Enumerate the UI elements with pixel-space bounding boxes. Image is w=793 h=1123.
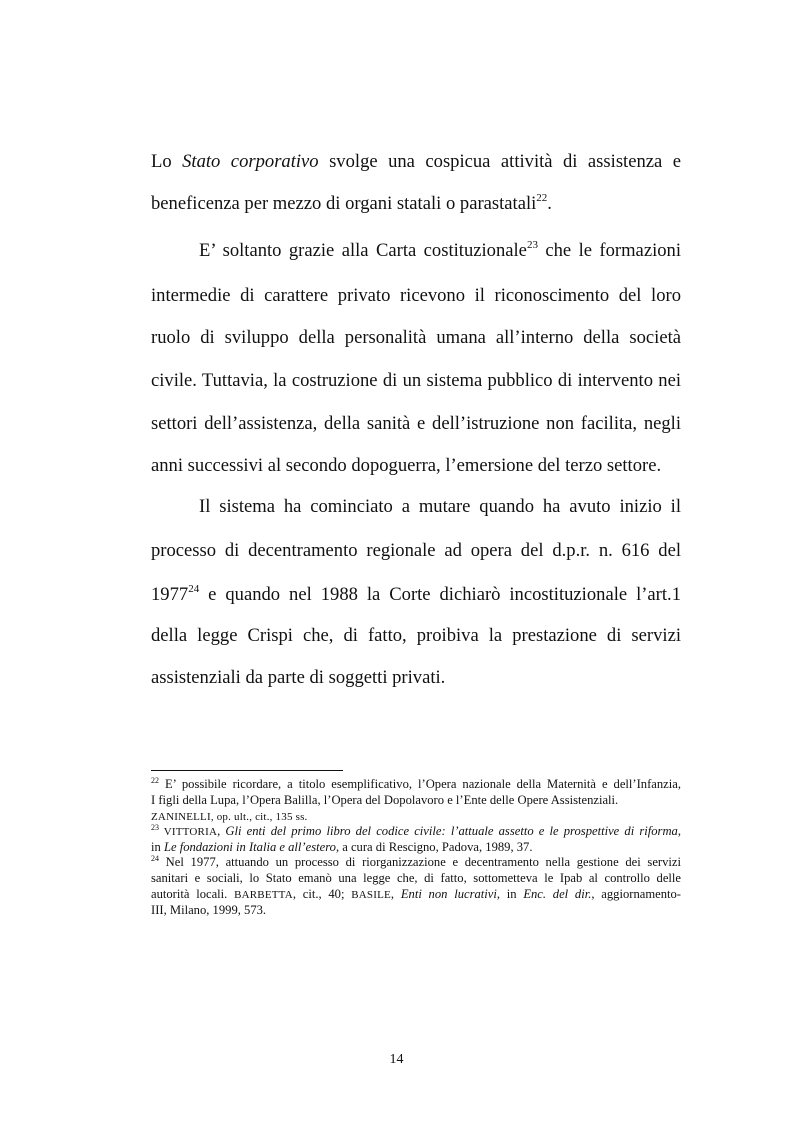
- body-line: beneficenza per mezzo di organi statali o parastatali$^{22}$.: [151, 192, 552, 214]
- body-line: civile. Tuttavia, la costruzione di un sistema pubblico di intervento nei: [151, 370, 681, 391]
- footnote-line: III, Milano, 1999, 573.: [151, 903, 267, 917]
- body-line: intermedie di carattere privato ricevono il riconoscimento del loro: [151, 285, 681, 306]
- footnote-line: in Le fondazioni in Italia e all’estero, a cura di Rescigno, Padova, 1989, 37.: [151, 840, 533, 854]
- footnote-ref-24[interactable]: 24: [188, 583, 200, 595]
- body-line: 1977$^{24}$ e quando nel 1988 la Corte dichiarò incostituzionale l’art.1: [151, 583, 681, 605]
- footnote-ref-23[interactable]: 23: [526, 239, 538, 251]
- body-line: assistenziali da parte di soggetti privati.: [151, 667, 446, 688]
- footnote-22: $^{22}$ E’ possibile ricordare, a titolo esemplificativo, l’Opera nazionale della Maternità e dell’Infanzia,: [151, 776, 681, 791]
- body-line: anni successivi al secondo dopoguerra, l’emersione del terzo settore.: [151, 455, 662, 476]
- footnote-line: I figli della Lupa, l’Opera Balilla, l’Opera del Dopolavoro e l’Ente delle Opere Assistenziali.: [151, 793, 619, 807]
- footnote-line: sanitari e sociali, lo Stato emanò una legge che, di fatto, sottometteva le Ipab al controllo delle: [151, 871, 681, 885]
- body-line: Lo Stato corporativo svolge una cospicua attività di assistenza e: [151, 151, 681, 172]
- body-line: processo di decentramento regionale ad opera del d.p.r. n. 616 del: [151, 540, 681, 561]
- body-line: della legge Crispi che, di fatto, proibiva la prestazione di servizi: [151, 625, 681, 646]
- footnote-ref-22[interactable]: 22: [536, 192, 548, 204]
- body-line: ruolo di sviluppo della personalità umana all’interno della società: [151, 327, 681, 348]
- footnote-separator: [151, 770, 343, 771]
- body-line: Il sistema ha cominciato a mutare quando ha avuto inizio il: [199, 496, 681, 517]
- italic-term: Stato corporativo: [182, 151, 319, 172]
- body-line: settori dell’assistenza, della sanità e dell’istruzione non facilita, negli: [151, 413, 681, 434]
- page-number: 14: [389, 1052, 404, 1067]
- footnote-24: $^{24}$ Nel 1977, attuando un processo di riorganizzazione e decentramento nella gestione dei servizi: [151, 854, 681, 869]
- footnote-line: ZANINELLI, op. ult., cit., 135 ss.: [151, 811, 308, 823]
- footnote-23: $^{23}$ VITTORIA, Gli enti del primo libro del codice civile: l’attuale assetto e le prospettive di riforma,: [151, 823, 681, 838]
- body-line: E’ soltanto grazie alla Carta costituzionale$^{23}$ che le formazioni: [199, 239, 681, 261]
- footnote-line: autorità locali. BARBETTA, cit., 40; BASILE, Enti non lucrativi, in Enc. del dir., aggiornamento-: [151, 887, 681, 901]
